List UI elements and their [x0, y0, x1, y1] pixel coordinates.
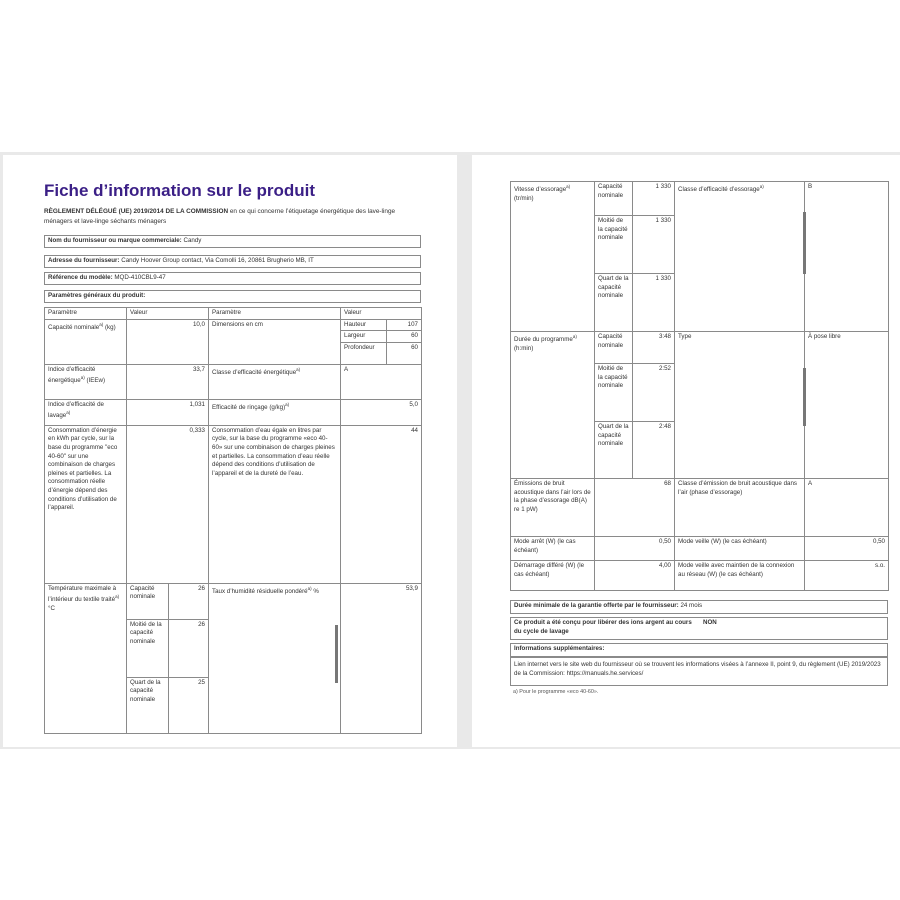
capacity-unit: (kg) [105, 323, 116, 331]
scan-artifact-line [803, 368, 806, 426]
type-value: À pose libre [805, 332, 889, 479]
silver-ions-value: NON [703, 619, 717, 626]
supplier-name-value: Candy [183, 237, 202, 244]
footnote-marker: a) [99, 321, 104, 327]
type-label: Type [675, 332, 805, 479]
temp-sub-label: Capacité nominale [127, 583, 169, 619]
water-consumption-value: 44 [341, 425, 422, 583]
temp-sub-label: Moitié de la capacité nominale [127, 619, 169, 677]
supplier-address-label: Adresse du fournisseur: [48, 257, 120, 264]
column-header: Paramètre [209, 308, 341, 320]
spin-sub-value: 1 330 [633, 274, 675, 332]
table-row [45, 319, 422, 331]
supplier-address-row [44, 255, 421, 268]
network-standby-label: Mode veille avec maintien de la connexion au réseau (W) (le cas échéant) [675, 561, 805, 591]
max-temperature-label: Température maximale à l’intérieur du textile traité$^{a)}$ °C [45, 583, 127, 733]
scan-artifact-line [335, 625, 338, 683]
table-row [511, 479, 889, 537]
eei-label-text: Indice d’efficacité énergétique [48, 365, 96, 385]
off-mode-label: Mode arrêt (W) (le cas échéant) [511, 537, 595, 561]
model-reference-value: MQD-410CBL9-47 [114, 274, 166, 281]
spin-sub-label: Capacité nominale [595, 182, 633, 216]
regulation-description: en ce qui concerne l’étiquetage énergétique des lave-linge ménagers et lave-linge séchants ménagers [44, 208, 396, 225]
program-duration-unit: (h:min) [514, 344, 534, 352]
table-row [511, 182, 889, 216]
model-reference-label: Référence du modèle: [48, 274, 113, 281]
wash-index-value: 1,031 [127, 399, 209, 425]
noise-emission-label: Émissions de bruit acoustique dans l’air lors de la phase d’essorage dB(A) re 1 pW) [511, 479, 595, 537]
spin-sub-value: 1 330 [633, 182, 675, 216]
warranty-value: 24 mois [680, 602, 703, 609]
standby-mode-label: Mode veille (W) (le cas échéant) [675, 537, 805, 561]
capacity-label-text: Capacité nominale [48, 323, 100, 331]
noise-emission-value: 68 [595, 479, 675, 537]
table-header-row [45, 308, 422, 320]
rinse-efficiency-value: 5,0 [341, 399, 422, 425]
footnote: a) Pour le programme «eco 40-60». [513, 689, 599, 695]
document-title: Fiche d’information sur le produit [44, 181, 316, 200]
spin-speed-label: Vitesse d’essorage$^{a)}$ (tr/min) [511, 182, 595, 332]
duration-sub-label: Capacité nominale [595, 332, 633, 364]
spin-speed-unit: (tr/min) [514, 194, 534, 202]
program-duration-label: Durée du programme$^{a)}$ (h:min) [511, 332, 595, 479]
general-parameters-table [44, 307, 422, 734]
spin-speed-label-text: Vitesse d’essorage [514, 186, 567, 194]
warranty-row [510, 600, 888, 614]
off-mode-value: 0,50 [595, 537, 675, 561]
energy-class-value: A [341, 364, 422, 399]
height-value: 107 [387, 319, 422, 331]
duration-sub-value: 2:52 [633, 364, 675, 422]
eei-unit: (IEEw) [86, 377, 105, 385]
standby-mode-value: 0,50 [805, 537, 889, 561]
temp-sub-label: Quart de la capacité nominale [127, 677, 169, 733]
spin-duration-table [510, 181, 889, 591]
column-header: Valeur [127, 308, 209, 320]
regulation-reference [44, 207, 424, 226]
supplier-address-value: Candy Hoover Group contact, Via Comolli 16, 20861 Brugherio MB, IT [121, 257, 314, 264]
delay-start-value: 4,00 [595, 561, 675, 591]
silver-ions-row [510, 617, 888, 640]
duration-sub-label: Quart de la capacité nominale [595, 422, 633, 479]
height-label: Hauteur [341, 319, 387, 331]
energy-consumption-label: Consommation d’énergie en kWh par cycle, sur la base du programme "eco 40-60" sur une combinaison de charges pleines et partielles. La consommation réelle d’énergie dépend des conditions d’utilisation de l’appareil. [45, 425, 127, 583]
scan-artifact-line [803, 212, 806, 274]
eei-value: 33,7 [127, 364, 209, 399]
water-consumption-label: Consommation d’eau égale en litres par cycle, sur la base du programme «eco 40-60» sur une combinaison de charges pleines et partielles. La consommation d’eau réelle dépend des conditions d’utilisation de l’appareil et de la dureté de l’eau. [209, 425, 341, 583]
table-row [45, 364, 422, 399]
rinse-efficiency-label: Efficacité de rinçage $(g/kg)^{a)}$ [209, 399, 341, 425]
spin-class-label-text: Classe d’efficacité d’essorage [678, 186, 760, 194]
eei-label: Indice d’efficacité énergétique$^{a)}$ (IEEw) [45, 364, 127, 399]
network-standby-value: s.o. [805, 561, 889, 591]
temp-sub-value: 26 [169, 583, 209, 619]
wash-index-label: Indice d’efficacité de lavage$^{a)}$ [45, 399, 127, 425]
additional-info-text: Lien internet vers le site web du fournisseur où se trouvent les informations visées à l’annexe II, point 9, du règlement (UE) 2019/2023 de la Commission: https://manuals.he.services/ [510, 657, 888, 686]
residual-humidity-value: 53,9 [341, 583, 422, 733]
energy-class-label-text: Classe d’efficacité énergétique [212, 368, 297, 376]
capacity-value: 10,0 [127, 319, 209, 364]
duration-sub-label: Moitié de la capacité nominale [595, 364, 633, 422]
additional-info-heading: Informations supplémentaires: [510, 643, 888, 657]
table-row [511, 537, 889, 561]
depth-label: Profondeur [341, 342, 387, 364]
spin-sub-label: Quart de la capacité nominale [595, 274, 633, 332]
duration-sub-value: 3:48 [633, 332, 675, 364]
width-value: 60 [387, 331, 422, 343]
table-row [511, 332, 889, 364]
width-label: Largeur [341, 331, 387, 343]
spin-class-label: Classe d’efficacité d’essorage$^{a)}$ [675, 182, 805, 332]
delay-start-label: Démarrage différé (W) (le cas échéant) [511, 561, 595, 591]
supplier-name-row [44, 235, 421, 248]
program-duration-label-text: Durée du programme [514, 336, 573, 344]
spin-sub-value: 1 330 [633, 216, 675, 274]
rinse-efficiency-label-text: Efficacité de rinçage (g/kg) [212, 403, 286, 411]
max-temperature-unit: °C [48, 605, 55, 613]
regulation-name: RÈGLEMENT DÉLÉGUÉ (UE) 2019/2014 DE LA COMMISSION [44, 208, 229, 215]
dimensions-label: Dimensions en cm [209, 319, 341, 364]
table-row [45, 583, 422, 619]
capacity-label [45, 319, 127, 364]
table-row [45, 399, 422, 425]
residual-humidity-label: Taux d’humidité résiduelle pondéré$^{a)}$ % [209, 583, 341, 733]
model-reference-row [44, 272, 421, 285]
residual-humidity-label-text: Taux d’humidité résiduelle pondéré [212, 587, 308, 595]
table-row [511, 561, 889, 591]
supplier-name-label: Nom du fournisseur ou marque commerciale: [48, 237, 182, 244]
table-row [45, 425, 422, 583]
energy-consumption-value: 0,333 [127, 425, 209, 583]
general-parameters-heading: Paramètres généraux du produit: [44, 290, 421, 303]
residual-humidity-unit: % [313, 587, 319, 595]
energy-class-label: Classe d’efficacité énergétique$^{a)}$ [209, 364, 341, 399]
wash-index-label-text: Indice d’efficacité de lavage [48, 400, 104, 420]
column-header: Paramètre [45, 308, 127, 320]
depth-value: 60 [387, 342, 422, 364]
temp-sub-value: 26 [169, 619, 209, 677]
noise-class-value: A [805, 479, 889, 537]
noise-class-label: Classe d’émission de bruit acoustique dans l’air (phase d’essorage) [675, 479, 805, 537]
duration-sub-value: 2:48 [633, 422, 675, 479]
temp-sub-value: 25 [169, 677, 209, 733]
spin-class-value: B [805, 182, 889, 332]
column-header: Valeur [341, 308, 422, 320]
max-temperature-label-text: Température maximale à l’intérieur du textile traité [48, 584, 117, 604]
warranty-label: Durée minimale de la garantie offerte par le fournisseur: [514, 602, 679, 609]
spin-sub-label: Moitié de la capacité nominale [595, 216, 633, 274]
silver-ions-label: Ce produit a été conçu pour libérer des ions argent au cours du cycle de lavage [514, 619, 692, 635]
